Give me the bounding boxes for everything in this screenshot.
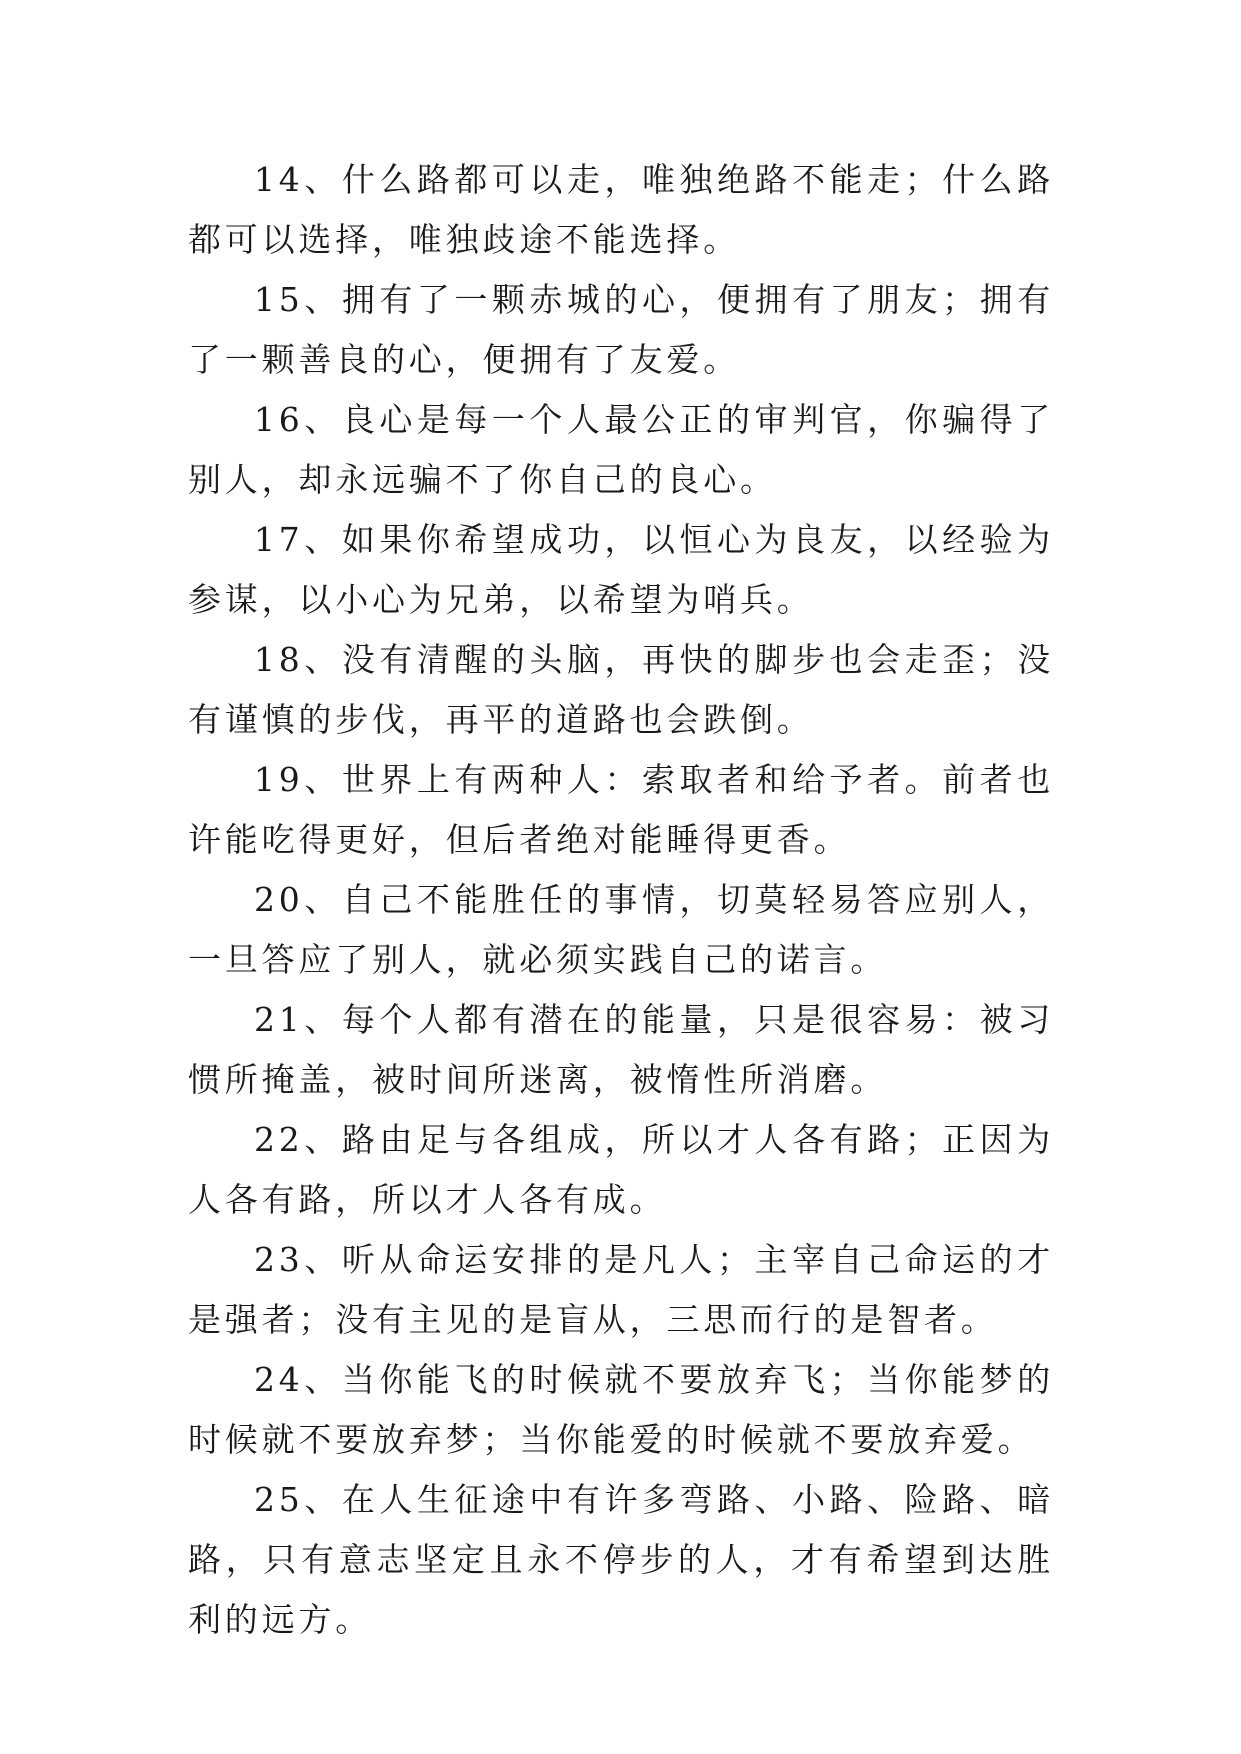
quote-paragraph-15: 15、拥有了一颗赤城的心，便拥有了朋友；拥有了一颗善良的心，便拥有了友爱。: [188, 280, 1054, 379]
quote-paragraph-21: 21、每个人都有潜在的能量，只是很容易：被习惯所掩盖，被时间所迷离，被惰性所消磨。: [188, 1000, 1054, 1099]
quote-paragraph-20: 20、自己不能胜任的事情，切莫轻易答应别人，一旦答应了别人，就必须实践自己的诺言。: [188, 880, 1054, 979]
quote-paragraph-19: 19、世界上有两种人：索取者和给予者。前者也许能吃得更好，但后者绝对能睡得更香。: [188, 760, 1054, 859]
quote-paragraph-18: 18、没有清醒的头脑，再快的脚步也会走歪；没有谨慎的步伐，再平的道路也会跌倒。: [188, 640, 1054, 739]
quote-paragraph-25: 25、在人生征途中有许多弯路、小路、险路、暗路，只有意志坚定且永不停步的人，才有希望到达胜利的远方。: [188, 1480, 1054, 1639]
quote-paragraph-16: 16、良心是每一个人最公正的审判官，你骗得了别人，却永远骗不了你自己的良心。: [188, 400, 1054, 499]
quote-paragraph-23: 23、听从命运安排的是凡人；主宰自己命运的才是强者；没有主见的是盲从，三思而行的是智者。: [188, 1240, 1054, 1339]
document-body: [188, 150, 1054, 1650]
quote-paragraph-22: 22、路由足与各组成，所以才人各有路；正因为人各有路，所以才人各有成。: [188, 1120, 1054, 1219]
quote-paragraph-17: 17、如果你希望成功，以恒心为良友，以经验为参谋，以小心为兄弟，以希望为哨兵。: [188, 520, 1054, 619]
quote-paragraph-24: 24、当你能飞的时候就不要放弃飞；当你能梦的时候就不要放弃梦；当你能爱的时候就不要放弃爱。: [188, 1360, 1054, 1459]
quote-paragraph-14: 14、什么路都可以走，唯独绝路不能走；什么路都可以选择，唯独歧途不能选择。: [188, 160, 1054, 259]
